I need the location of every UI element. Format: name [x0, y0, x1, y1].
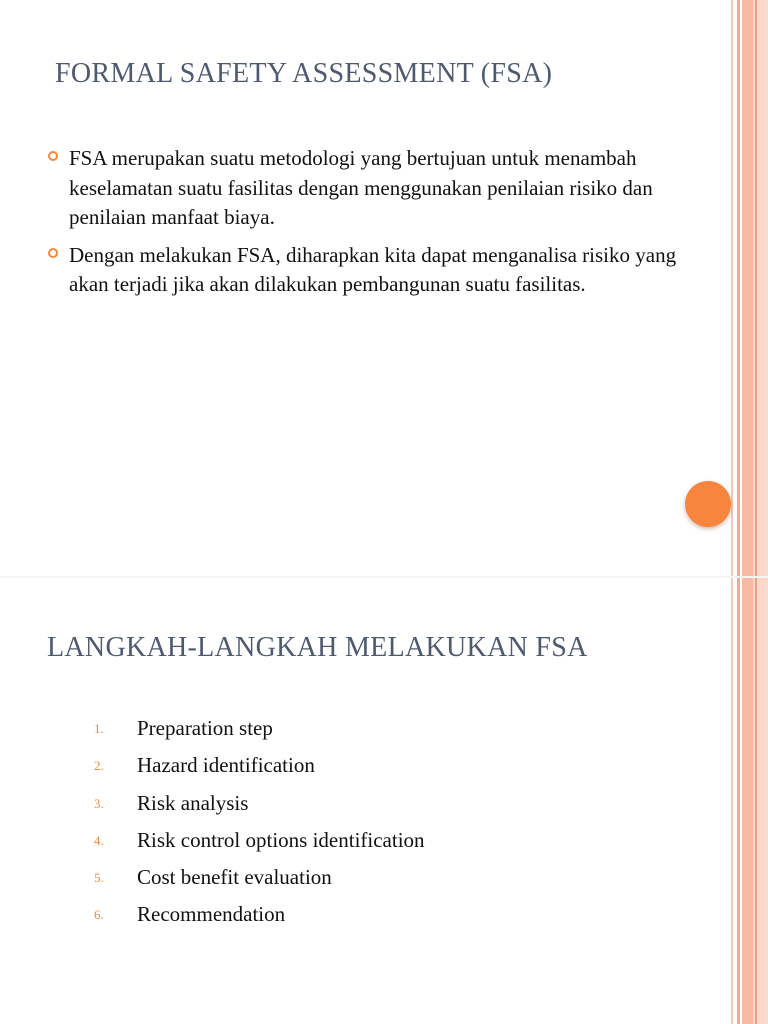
step-text: Risk control options identification — [137, 827, 425, 852]
step-number: 6. — [94, 907, 104, 923]
bullet-list — [48, 144, 688, 308]
circle-bullet-icon — [48, 248, 58, 258]
bullet-item — [48, 241, 688, 300]
edge-stripe — [731, 0, 733, 512]
edge-stripe — [755, 0, 757, 512]
edge-stripe — [737, 512, 740, 1024]
bullet-text: Dengan melakukan FSA, diharapkan kita dapat menganalisa risiko yang akan terjadi jika akan dilakukan pembangunan suatu fasilitas. — [69, 242, 677, 296]
step-text: Preparation step — [137, 716, 273, 740]
step-text: Risk analysis — [137, 790, 249, 815]
edge-stripe — [737, 0, 740, 512]
slide-1-title: FORMAL SAFETY ASSESSMENT (FSA) — [55, 58, 553, 89]
edge-stripe — [742, 0, 753, 512]
step-number: 4. — [94, 832, 104, 848]
step-number: 1. — [94, 721, 104, 736]
slide-2 — [0, 512, 768, 1024]
bullet-text: FSA merupakan suatu metodologi yang bertujuan untuk menambah keselamatan suatu fasilitas dengan menggunakan penilaian risiko dan penilaian manfaat biaya. — [69, 146, 653, 229]
step-text: Hazard identification — [137, 753, 315, 778]
edge-stripe — [742, 512, 753, 1024]
step-number: 2. — [94, 758, 104, 774]
bullet-item — [48, 144, 688, 233]
orange-circle-icon — [685, 481, 731, 527]
circle-bullet-icon — [48, 151, 58, 161]
slide-2-title: LANGKAH-LANGKAH MELAKUKAN FSA — [47, 632, 588, 663]
step-text: Cost benefit evaluation — [137, 865, 332, 890]
page-divider — [0, 576, 768, 578]
step-number: 5. — [94, 870, 104, 886]
step-text: Recommendation — [137, 902, 286, 927]
edge-stripe — [755, 512, 757, 1024]
step-number: 3. — [94, 795, 104, 811]
edge-stripe — [731, 512, 733, 1024]
